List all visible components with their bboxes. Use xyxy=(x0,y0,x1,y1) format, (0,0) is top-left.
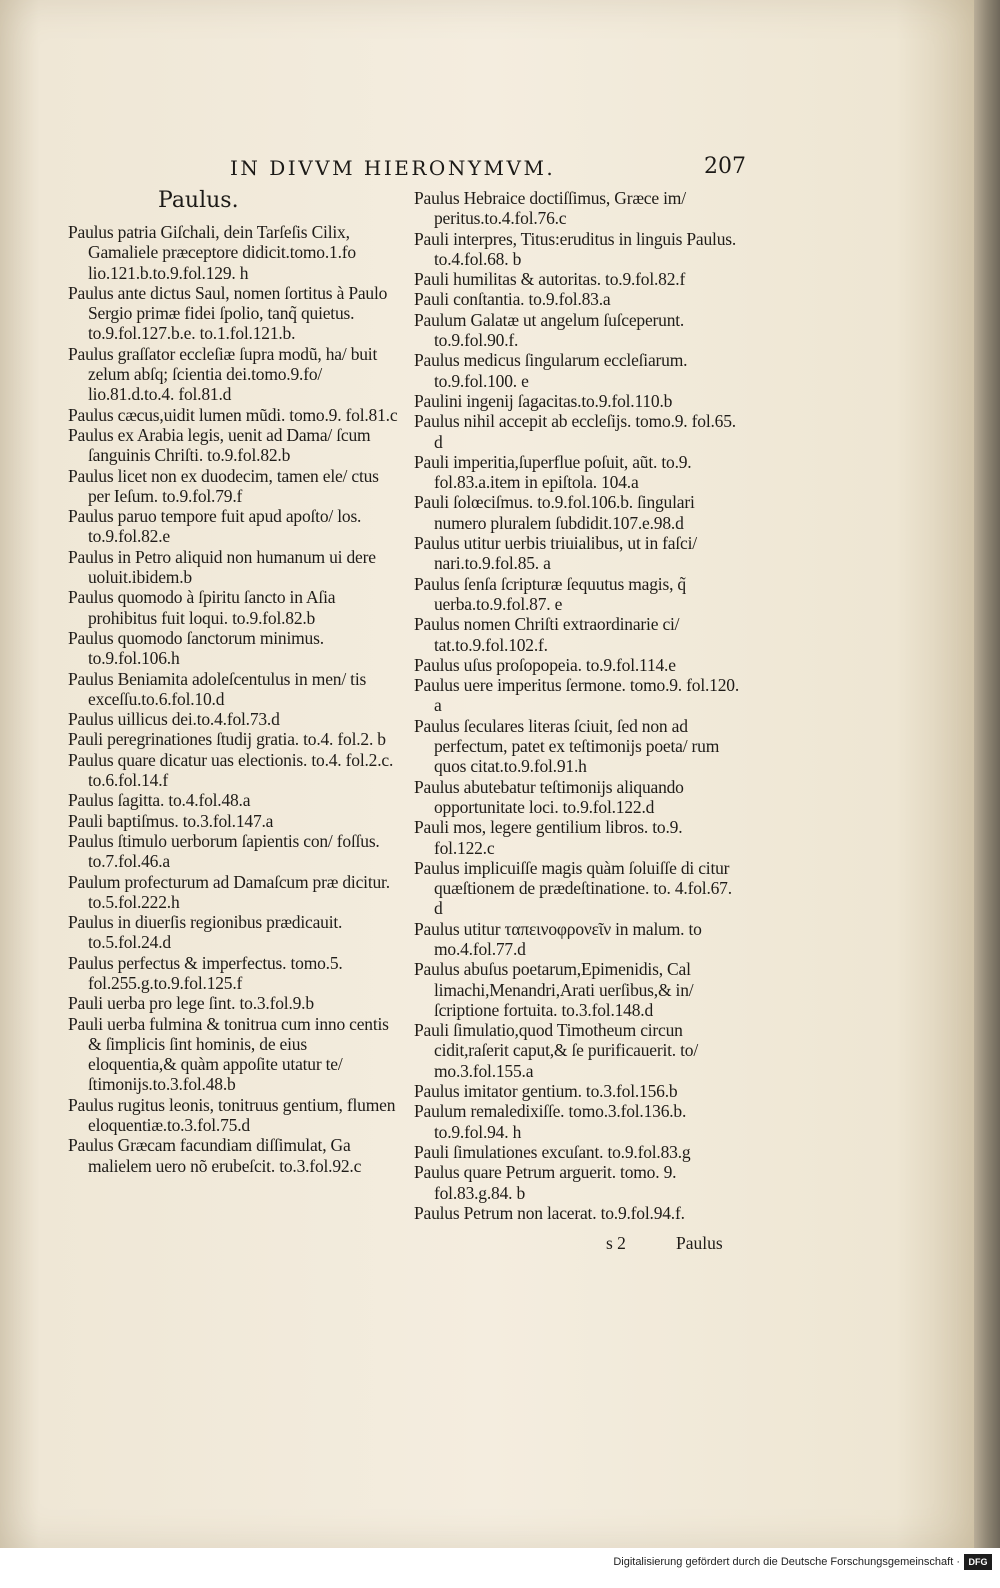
index-entry: Paulus abutebatur teſtimonijs aliquando opportunitate loci. to.9.fol.122.d xyxy=(414,776,684,817)
page-edge xyxy=(974,0,1000,1548)
index-entry: Paulus ſtimulo uerborum ſapientis con/ foſſus. to.7.fol.46.a xyxy=(68,830,380,872)
index-entry: Paulus nihil accepit ab eccleſijs. tomo.9. fol.65. d xyxy=(414,411,736,452)
funding-credit: Digitalisierung gefördert durch die Deutsche Forschungsgemeinschaft · xyxy=(613,1556,960,1568)
index-entry: Pauli imperitia,ſuperflue poſuit, aũt. to.9. fol.83.a.item in epiſtola. 104.a xyxy=(414,451,692,493)
index-entry: Paulus ſeculares literas ſciuit, ſed non ad perfectum, patet ex teſtimonijs poeta/ rum quos citat.to.9.fol.91.h xyxy=(414,715,720,777)
index-entry: Paulus utitur ταπεινοφρονεῖν in malum. to mo.4.fol.77.d xyxy=(414,918,702,959)
index-entry: Paulus quomodo ſanctorum minimus. to.9.fol.106.h xyxy=(68,627,324,669)
index-entry: Pauli conſtantia. to.9.fol.83.a xyxy=(414,289,611,310)
index-entry: Paulus nomen Chriſti extraordinarie ci/ tat.to.9.fol.102.f. xyxy=(414,614,680,655)
index-entry: Pauli humilitas & autoritas. to.9.fol.82.f xyxy=(414,269,686,290)
index-entry: Paulum profecturum ad Damaſcum præ dicitur. to.5.fol.222.h xyxy=(68,871,390,912)
index-entry: Pauli baptiſmus. to.3.fol.147.a xyxy=(68,810,274,831)
index-entry: Paulus quare dicatur uas electionis. to.4. fol.2.c. to.6.fol.14.f xyxy=(68,749,394,791)
index-entry: Paulus in diuerſis regionibus prædicauit. to.5.fol.24.d xyxy=(68,912,343,953)
index-entry: Paulus implicuiſſe magis quàm ſoluiſſe di citur quæſtionem de prædeſtinatione. to. 4.fol.67. d xyxy=(414,857,732,919)
index-entry: Paulus abuſus poetarum,Epimenidis, Cal limachi,Menandri,Arati uerſibus,& in/ ſcriptione fortuita. to.3.fol.148.d xyxy=(414,959,694,1020)
index-heading: Paulus. xyxy=(158,188,239,213)
index-entry: Paulus perfectus & imperfectus. tomo.5. fol.255.g.to.9.fol.125.f xyxy=(68,952,343,993)
index-entry: Pauli uerba pro lege ſint. to.3.fol.9.b xyxy=(68,993,314,1014)
index-entry: Pauli peregrinationes ſtudij gratia. to.4. fol.2. b xyxy=(68,729,386,750)
page-number: 207 xyxy=(704,154,746,179)
index-entry: Paulus Petrum non lacerat. to.9.fol.94.f. xyxy=(414,1202,685,1223)
index-entry: Paulus medicus ſingularum eccleſiarum. to.9.fol.100. e xyxy=(414,350,688,391)
dfg-logo-icon: DFG xyxy=(964,1554,992,1570)
index-entry: Pauli interpres, Titus:eruditus in linguis Paulus. to.4.fol.68. b xyxy=(414,228,737,269)
catchword: Paulus xyxy=(676,1233,723,1253)
index-entry: Paulus uſus proſopopeia. to.9.fol.114.e xyxy=(414,654,676,675)
index-entry: Paulus quomodo à ſpiritu ſancto in Aſia prohibitus fuit loqui. to.9.fol.82.b xyxy=(68,587,336,628)
index-entry: Paulus uere imperitus ſermone. tomo.9. fol.120. a xyxy=(414,675,739,716)
index-entry: Paulus graſſator eccleſiæ ſupra modũ, ha/ buit zelum abſq; ſcientia dei.tomo.9.fo/ lio.81.d.to.4. fol.81.d xyxy=(68,343,378,405)
index-entry: Paulus licet non ex duodecim, tamen ele/ ctus per Ieſum. to.9.fol.79.f xyxy=(68,465,379,506)
index-entry: Pauli mos, legere gentilium libros. to.9. fol.122.c xyxy=(414,817,683,858)
index-entry: Pauli uerba fulmina & tonitrua cum inno centis & ſimplicis ſint hominis, de eius eloquentia,& quàm appoſite utatur te/ ſtimonijs.to.3.fol.48.b xyxy=(68,1013,389,1095)
catchline xyxy=(606,1233,746,1257)
index-entry: Paulus uillicus dei.to.4.fol.73.d xyxy=(68,709,280,730)
index-entry: Paulum remaledixiſſe. tomo.3.fol.136.b. to.9.fol.94. h xyxy=(414,1101,687,1142)
index-entry: Paulus Beniamita adoleſcentulus in men/ tis exceſſu.to.6.fol.10.d xyxy=(68,668,367,709)
index-entry: Paulus imitator gentium. to.3.fol.156.b xyxy=(414,1081,678,1102)
index-entry: Paulus ſenſa ſcripturæ ſequutus magis, q̃ uerba.to.9.fol.87. e xyxy=(414,573,686,614)
right-entries-list xyxy=(414,188,744,1223)
index-entry: Paulus cæcus,uidit lumen mũdi. tomo.9. fol.81.c xyxy=(68,404,398,425)
index-entry: Paulus ante dictus Saul, nomen ſortitus à Paulo Sergio primæ fidei ſpolio, tanq̃ quietus. to.9.fol.127.b.e. to.1.fol.121.b. xyxy=(68,282,388,344)
left-column xyxy=(68,188,398,1176)
index-entry: Pauli ſimulationes excuſant. to.9.fol.83.g xyxy=(414,1141,691,1162)
running-head: IN DIVVM HIERONYMVM. xyxy=(230,156,556,180)
index-entry: Paulus paruo tempore fuit apud apoſto/ los. to.9.fol.82.e xyxy=(68,506,362,547)
index-entry: Paulus Græcam facundiam diſſimulat, Ga malielem uero nõ erubeſcit. to.3.fol.92.c xyxy=(68,1135,362,1176)
index-entry: Paulus utitur uerbis triuialibus, ut in faſci/ nari.to.9.fol.85. a xyxy=(414,533,697,574)
right-column xyxy=(414,188,744,1223)
index-entry: Paulus ſagitta. to.4.fol.48.a xyxy=(68,790,251,811)
index-entry: Paulus patria Giſchali, dein Tarſeſis Cilix, Gamaliele præceptore didicit.tomo.1.fo lio.121.b.to.9.fol.129. h xyxy=(68,222,356,283)
signature-mark: s 2 xyxy=(606,1233,626,1253)
index-entry: Paulus rugitus leonis, tonitruus gentium, flumen eloquentiæ.to.3.fol.75.d xyxy=(68,1094,396,1136)
index-entry: Paulini ingenij ſagacitas.to.9.fol.110.b xyxy=(414,390,673,411)
index-entry: Paulum Galatæ ut angelum ſuſceperunt. to.9.fol.90.f. xyxy=(414,309,685,351)
scan-footer xyxy=(0,1548,1000,1588)
left-entries-list xyxy=(68,222,398,1176)
index-entry: Paulus Hebraice doctiſſimus, Græce im/ peritus.to.4.fol.76.c xyxy=(414,188,686,229)
index-entry: Pauli ſimulatio,quod Timotheum circun cidit,raſerit caput,& ſe purificauerit. to/ mo.3.fol.155.a xyxy=(414,1020,699,1081)
index-entry: Paulus in Petro aliquid non humanum ui dere uoluit.ibidem.b xyxy=(68,546,376,588)
page-header xyxy=(0,150,974,190)
index-entry: Paulus ex Arabia legis, uenit ad Dama/ ſcum ſanguinis Chriſti. to.9.fol.82.b xyxy=(68,424,371,466)
index-entry: Pauli ſolœciſmus. to.9.fol.106.b. ſingulari numero pluralem ſubdidit.107.e.98.d xyxy=(414,492,695,533)
index-entry: Paulus quare Petrum arguerit. tomo. 9. fol.83.g.84. b xyxy=(414,1162,677,1203)
